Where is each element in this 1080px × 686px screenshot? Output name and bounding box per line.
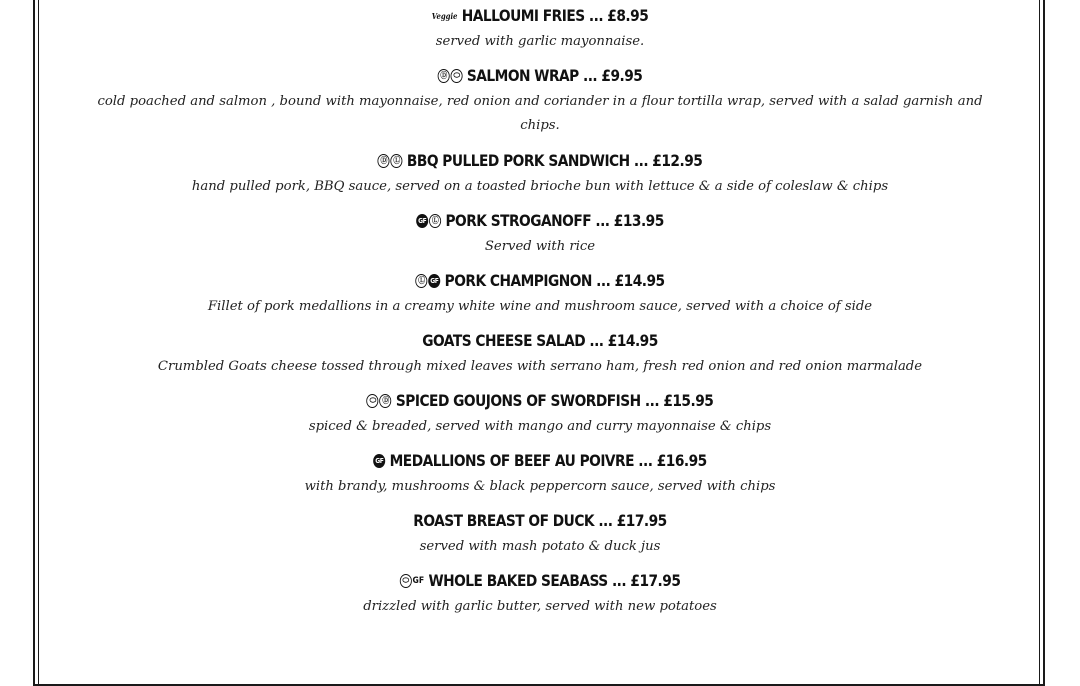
fish-icon: ⬭ (400, 574, 412, 588)
gluten-free-icon: GF (373, 454, 385, 468)
item-title: SALMON WRAP ... £9.95 (466, 66, 643, 85)
fish-icon: ⬭ (367, 394, 379, 408)
gluten-free-icon: GF (412, 576, 425, 586)
fish-icon: ⬭ (451, 69, 463, 83)
item-description: cold poached and salmon , bound with mayonnaise, red onion and coriander in a flour tortilla wrap, served with a salad garnish and chips. (97, 94, 983, 133)
item-title: PORK STROGANOFF ... £13.95 (445, 211, 664, 230)
dairy-icon: Ⓓ (378, 154, 390, 168)
menu-item-medallions-of-beef (80, 451, 1000, 499)
menu-item-roast-breast-of-duck (80, 511, 1000, 559)
item-title: SPICED GOUJONS OF SWORDFISH ... £15.95 (395, 391, 714, 410)
item-description: spiced & breaded, served with mango and curry mayonnaise & chips (308, 419, 772, 434)
item-description: served with garlic mayonnaise. (435, 34, 645, 49)
menu-item-salmon-wrap (80, 66, 1000, 138)
item-title: PORK CHAMPIGNON ... £14.95 (444, 271, 665, 290)
item-description: Fillet of pork medallions in a creamy white wine and mushroom sauce, served with a choice of side (207, 299, 873, 314)
item-title: BBQ PULLED PORK SANDWICH ... £12.95 (406, 151, 703, 170)
menu-item-whole-baked-seabass (80, 571, 1000, 619)
item-title: HALLOUMI FRIES ... £8.95 (461, 6, 649, 25)
gluten-free-icon: GF (428, 274, 440, 288)
dairy-icon: Ⓓ (438, 69, 450, 83)
lactose-icon: Ⓛ (391, 154, 403, 168)
menu-item-goats-cheese-salad (80, 331, 1000, 379)
item-description: served with mash potato & duck jus (419, 539, 661, 554)
item-title: WHOLE BAKED SEABASS ... £17.95 (428, 571, 681, 590)
menu-item-pork-stroganoff (80, 211, 1000, 259)
item-description: with brandy, mushrooms & black peppercorn sauce, served with chips (304, 479, 776, 494)
item-description: hand pulled pork, BBQ sauce, served on a toasted brioche bun with lettuce & a side of coleslaw & chips (191, 179, 889, 194)
item-description: Served with rice (484, 239, 596, 254)
lactose-icon: Ⓛ (429, 214, 441, 228)
gluten-free-icon: GF (416, 214, 428, 228)
item-title: GOATS CHEESE SALAD ... £14.95 (422, 331, 658, 350)
item-description: drizzled with garlic butter, served with new potatoes (363, 599, 717, 614)
menu-item-halloumi-fries (80, 6, 1000, 54)
lactose-icon: Ⓛ (415, 274, 427, 288)
item-description: Crumbled Goats cheese tossed through mixed leaves with serrano ham, fresh red onion and red onion marmalade (157, 359, 923, 374)
menu-item-spiced-goujons-swordfish (80, 391, 1000, 439)
menu-item-pork-champignon (80, 271, 1000, 319)
item-title: MEDALLIONS OF BEEF AU POIVRE ... £16.95 (389, 451, 707, 470)
dairy-icon: Ⓓ (380, 394, 392, 408)
item-title: ROAST BREAST OF DUCK ... £17.95 (413, 511, 667, 530)
menu-item-bbq-pulled-pork (80, 151, 1000, 199)
veggie-icon: Veggie (431, 11, 458, 21)
